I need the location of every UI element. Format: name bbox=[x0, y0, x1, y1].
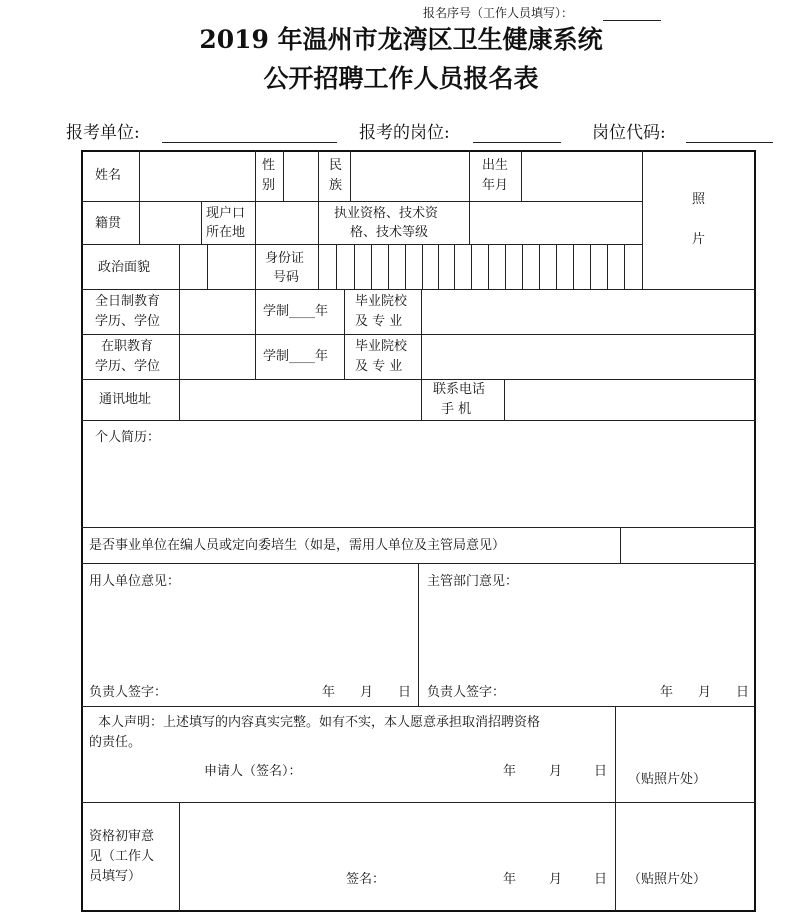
birth-label-1: 出生 bbox=[482, 158, 509, 173]
review-year: 年 bbox=[503, 872, 517, 887]
phone-label-2: 手 机 bbox=[441, 402, 472, 417]
ethnic-label-2: 族 bbox=[329, 178, 343, 193]
apply-post-field[interactable] bbox=[473, 142, 561, 143]
photo-paste-2: （贴照片处） bbox=[628, 872, 707, 887]
id-number-label-2: 号码 bbox=[273, 270, 300, 285]
qualification-label-2: 格、技术等级 bbox=[350, 225, 429, 240]
declaration-month: 月 bbox=[549, 764, 563, 779]
authority-month: 月 bbox=[698, 685, 712, 700]
qualification-field[interactable] bbox=[471, 203, 641, 243]
employer-year: 年 bbox=[322, 685, 336, 700]
fulltime-school-field[interactable] bbox=[423, 291, 753, 333]
birth-label-2: 年月 bbox=[482, 178, 509, 193]
political-status-field[interactable] bbox=[181, 246, 254, 288]
apply-unit-field[interactable] bbox=[162, 142, 337, 143]
review-sign-label: 签名： bbox=[346, 872, 386, 887]
phone-field[interactable] bbox=[506, 381, 753, 419]
employer-month: 月 bbox=[360, 685, 374, 700]
name-label: 姓名 bbox=[95, 168, 122, 183]
employer-sign-label: 负责人签字： bbox=[89, 685, 168, 700]
fulltime-edu-field[interactable] bbox=[181, 291, 254, 333]
resume-label: 个人简历： bbox=[95, 430, 161, 445]
registration-number-blank[interactable] bbox=[603, 20, 661, 21]
gender-field[interactable] bbox=[285, 152, 317, 200]
photo-paste-area-2[interactable] bbox=[617, 804, 753, 909]
employer-day: 日 bbox=[398, 685, 412, 700]
inservice-edu-field[interactable] bbox=[181, 336, 254, 378]
inservice-xuezhi: 学制____年 bbox=[263, 349, 329, 364]
apply-post-label: 报考的岗位: bbox=[359, 123, 450, 143]
fulltime-school-label-1: 毕业院校 bbox=[355, 294, 408, 309]
review-label-3: 员填写） bbox=[89, 869, 142, 884]
authority-opinion-field[interactable] bbox=[420, 593, 753, 679]
birth-field[interactable] bbox=[523, 152, 641, 200]
ethnic-field[interactable] bbox=[352, 152, 468, 200]
inservice-school-label-2: 及 专 业 bbox=[355, 359, 403, 374]
registration-number-label: 报名序号（工作人员填写）： bbox=[423, 6, 574, 20]
photo-area[interactable] bbox=[644, 152, 753, 288]
declaration-line1: 本人声明：上述填写的内容真实完整。如有不实，本人愿意承担取消招聘资格 bbox=[98, 715, 541, 730]
review-opinion-field[interactable] bbox=[181, 804, 614, 869]
inservice-edu-label-2: 学历、学位 bbox=[95, 359, 161, 374]
inservice-school-label-1: 毕业院校 bbox=[355, 339, 408, 354]
inservice-edu-label-1: 在职教育 bbox=[101, 339, 154, 354]
address-label: 通讯地址 bbox=[99, 392, 152, 407]
authority-day: 日 bbox=[736, 685, 750, 700]
authority-year: 年 bbox=[660, 685, 674, 700]
hukou-field[interactable] bbox=[257, 203, 317, 243]
applicant-sign-label: 申请人（签名）： bbox=[204, 764, 302, 779]
id-number-label-1: 身份证 bbox=[265, 251, 305, 266]
post-code-field[interactable] bbox=[686, 142, 773, 143]
staff-answer-field[interactable] bbox=[622, 529, 753, 562]
phone-label-1: 联系电话 bbox=[433, 382, 486, 397]
ethnic-label-1: 民 bbox=[329, 158, 343, 173]
applicant-signature-field[interactable] bbox=[320, 758, 490, 786]
declaration-day: 日 bbox=[594, 764, 608, 779]
review-day: 日 bbox=[594, 872, 608, 887]
name-field[interactable] bbox=[141, 152, 254, 200]
qualification-label-1: 执业资格、技术资 bbox=[334, 206, 439, 221]
resume-field[interactable] bbox=[83, 448, 753, 526]
employer-opinion-field[interactable] bbox=[83, 593, 417, 679]
photo-label-1: 照 bbox=[692, 192, 706, 207]
apply-unit-label: 报考单位: bbox=[66, 123, 140, 143]
photo-paste-area-1[interactable] bbox=[617, 708, 753, 801]
id-number-field[interactable] bbox=[320, 246, 641, 288]
inservice-school-field[interactable] bbox=[423, 336, 753, 378]
declaration-year: 年 bbox=[503, 764, 517, 779]
gender-label-2: 别 bbox=[262, 178, 276, 193]
native-place-label: 籍贯 bbox=[95, 216, 122, 231]
staff-question: 是否事业单位在编人员或定向委培生（如是，需用人单位及主管局意见） bbox=[89, 538, 506, 553]
post-code-label: 岗位代码: bbox=[592, 123, 666, 143]
photo-paste-1: （贴照片处） bbox=[628, 772, 707, 787]
review-label-2: 见（工作人 bbox=[89, 849, 155, 864]
review-label-1: 资格初审意 bbox=[89, 829, 155, 844]
declaration-line2: 的责任。 bbox=[89, 735, 142, 750]
political-status-label: 政治面貌 bbox=[98, 260, 151, 275]
address-field[interactable] bbox=[181, 381, 420, 419]
review-month: 月 bbox=[549, 872, 563, 887]
photo-label-2: 片 bbox=[692, 232, 706, 247]
fulltime-edu-label-1: 全日制教育 bbox=[95, 294, 161, 309]
fulltime-school-label-2: 及 专 业 bbox=[355, 314, 403, 329]
authority-opinion-label: 主管部门意见： bbox=[427, 574, 519, 589]
authority-sign-label: 负责人签字： bbox=[427, 685, 506, 700]
fulltime-edu-label-2: 学历、学位 bbox=[95, 314, 161, 329]
native-place-field[interactable] bbox=[141, 203, 200, 243]
fulltime-xuezhi: 学制____年 bbox=[263, 304, 329, 319]
gender-label-1: 性 bbox=[262, 158, 276, 173]
hukou-label-1: 现户口 bbox=[206, 206, 246, 221]
employer-opinion-label: 用人单位意见： bbox=[89, 574, 181, 589]
page-title-line1: 2019 年温州市龙湾区卫生健康系统 bbox=[199, 25, 603, 54]
page-title-line2: 公开招聘工作人员报名表 bbox=[263, 64, 539, 93]
hukou-label-2: 所在地 bbox=[206, 225, 246, 240]
